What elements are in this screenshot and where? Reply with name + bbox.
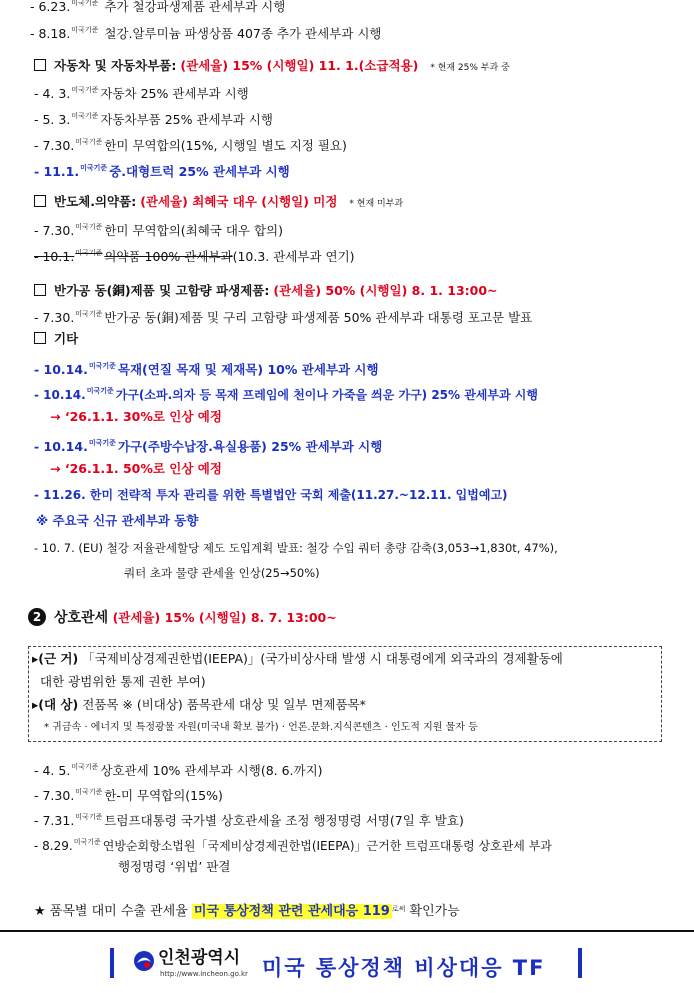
item-text: 추가 철강파생제품 관세부과 시행 [104,0,286,14]
us-standard-tag: 미국기준 [88,439,116,447]
section-title: 반도체.의약품: [54,194,137,209]
item-date: - 10.14. [34,439,88,454]
footer-title: 미국 통상정책 비상대응 TF [262,956,546,980]
item-date: - 7.30. [34,788,75,803]
basis-label: ▸(근 거) [32,651,79,666]
item-date: - 5. 3. [34,112,71,127]
recip-section-header [28,608,337,628]
section-note: * 현재 25% 부과 중 [430,63,510,73]
us-standard-tag: 미국기준 [73,838,101,846]
list-item-arrow [50,408,222,426]
list-item [34,244,355,266]
etc-section-header [34,330,78,348]
list-item [34,758,323,780]
eu-item [34,539,558,557]
section-title: 반가공 동(銅)제품 및 고함량 파생제품: [54,283,270,298]
item-text: 가구(소파.의자 등 목재 프레임에 천이나 가죽을 씌운 가구) 25% 관세부과 시행 [115,388,538,402]
item-text: 한-미 무역합의(15%) [104,788,223,803]
incheon-logo-icon [133,950,155,972]
item-date: - 10.1. [34,249,75,264]
list-item [34,783,223,805]
auto-section-header [34,57,510,77]
section-note: * 현재 미부과 [349,199,404,209]
item-text: 목재(연질 목재 및 제재목) 10% 관세부과 시행 [117,362,379,377]
item-text: 자동차부품 25% 관세부과 시행 [100,112,273,127]
checkbox-square-icon [34,284,46,296]
list-item [34,81,249,103]
item-text: 연방순회항소법원「국제비상경제권한법(IEEPA)」근거한 트럼프대통령 상호관세 부과 [102,839,552,853]
us-standard-tag: 미국기준 [75,788,103,796]
item-date: - 11.1. [34,164,80,179]
item-date: - 7.31. [34,813,75,828]
us-standard-tag: 미국기준 [75,310,103,318]
list-item [34,434,382,456]
checkbox-square-icon [34,332,46,344]
list-item [34,382,538,404]
basis-line [32,650,563,668]
logo-text: 인천광역시 [158,948,241,968]
highlighted-link-text[interactable]: 미국 통상정책 관련 관세대응 119 [193,904,390,919]
logo-url: http://www.incheon.go.kr [160,970,248,978]
list-item [34,486,508,504]
small-text: 로써 [391,905,406,913]
item-text: (10.3. 관세부과 연기) [232,249,355,264]
list-item-continued [118,858,231,876]
footer [0,948,694,992]
us-standard-tag: 미국기준 [71,763,99,771]
section-title: 자동차 및 자동차부품: [54,58,177,73]
arrow-text: → ‘26.1.1. 50%로 인상 예정 [50,461,222,476]
item-text: 한미 무역합의(15%, 시행일 별도 지정 필요) [104,138,347,153]
basis-text: 「국제비상경제권한법(IEEPA)」(국가비상사태 발생 시 대통령에게 외국과의 경제활동에 [82,651,563,666]
checkbox-square-icon [34,59,46,71]
item-date: - 4. 5. [34,763,71,778]
item-date: - 7.30. [34,310,75,325]
basis-line-continued [40,673,206,691]
us-standard-tag: 미국기준 [88,362,116,370]
target-text: 전품목 ※ (비대상) 품목관세 대상 및 일부 면제품목* [82,697,366,712]
us-standard-tag: 미국기준 [80,164,108,172]
exempt-line [44,719,478,737]
us-standard-tag: 미국기준 [86,387,114,395]
major-countries-title [36,512,198,530]
item-text: 반가공 동(銅)제품 및 구리 고함량 파생제품 50% 관세부과 대통령 포고문 발표 [104,310,533,325]
item-text: 가구(주방수납장.욕실용품) 25% 관세부과 시행 [117,439,383,454]
item-date: - 8.29. [34,839,73,853]
section-rate: (관세율) 최혜국 대우 (시행일) 미정 [140,194,338,209]
us-standard-tag: 미국기준 [71,86,99,94]
steel-item-8-18 [30,21,381,43]
exempt-text: * 귀금속 · 에너지 및 특정광물 자원(미국내 확보 불가) · 언론.문화.지식콘텐츠 · 인도적 지원 물자 등 [44,722,478,733]
steel-item-6-23 [30,0,285,16]
us-standard-tag: 미국기준 [71,112,99,120]
us-standard-tag: 미국기준 [75,138,103,146]
list-item [34,357,379,379]
item-text: 자동차 25% 관세부과 시행 [100,86,249,101]
item-text: 상호관세 10% 관세부과 시행(8. 6.까지) [100,763,323,778]
list-item [34,833,552,855]
item-text: - 11.26. 한미 전략적 투자 관리를 위한 특별법안 국회 제출(11.27.~12.11. 입법예고) [34,488,508,502]
subsection-title: ※ 주요국 신규 관세부과 동향 [36,513,199,528]
section-title: 상호관세 [54,610,109,626]
item-text: 쿼터 초과 물량 관세율 인상(25→50%) [124,566,320,580]
footer-bar-right [578,948,582,978]
target-label: ▸(대 상) [32,697,79,712]
item-date: - 6.23. [30,0,71,14]
star-suffix: 확인가능 [409,904,460,919]
list-item [34,107,273,129]
footer-bar-left [110,948,114,978]
star-prefix: 품목별 대미 수출 관세율 [49,904,188,919]
item-date: - 8.18. [30,26,71,41]
section-rate: (관세율) 15% (시행일) 8. 7. 13:00~ [112,610,337,625]
struck-text: 의약품 100% 관세부과 [104,249,233,264]
section-title: 기타 [54,331,79,346]
section-rate: (관세율) 15% (시행일) 11. 1.(소급적용) [180,58,419,73]
item-date: - 7.30. [34,138,75,153]
checkbox-square-icon [34,195,46,207]
us-standard-tag: 미국기준 [71,0,99,7]
us-standard-tag: 미국기준 [75,223,103,231]
star-icon: ★ [34,904,46,919]
item-text: 한미 무역합의(최혜국 대우 합의) [104,223,284,238]
list-item [34,133,347,155]
item-text: 트럼프대통령 국가별 상호관세율 조정 행정명령 서명(7일 후 발효) [104,813,464,828]
list-item [34,159,290,181]
copper-section-header [34,282,498,300]
item-date: - 4. 3. [34,86,71,101]
item-date: - 10.14. [34,362,88,377]
target-line [32,696,366,714]
item-text: 철강.알루미늄 파생상품 407종 추가 관세부과 시행 [104,26,382,41]
item-text: 행정명령 ‘위법’ 판결 [118,859,231,874]
footer-divider [0,930,694,932]
us-standard-tag: 미국기준 [75,813,103,821]
section-rate: (관세율) 50% (시행일) 8. 1. 13:00~ [273,283,498,298]
us-standard-tag: 미국기준 [71,26,99,34]
number-2-icon: 2 [28,608,46,626]
arrow-text: → ‘26.1.1. 30%로 인상 예정 [50,409,222,424]
list-item [34,305,532,327]
item-text: 중.대형트럭 25% 관세부과 시행 [109,164,290,179]
item-text: - 10. 7. (EU) 철강 저율관세할당 제도 도입계획 발표: 철강 수입 쿼터 총량 감축(3,053→1,830t, 47%), [34,541,558,555]
list-item [34,808,464,830]
basis-text: 대한 광범위한 통제 권한 부여) [40,674,206,689]
star-note [34,900,460,921]
list-item-arrow [50,460,222,478]
item-date: - 7.30. [34,223,75,238]
list-item [34,218,283,240]
semi-section-header [34,193,403,213]
eu-item-continued [124,564,320,582]
item-date: - 10.14. [34,388,86,402]
us-standard-tag: 미국기준 [75,249,103,257]
